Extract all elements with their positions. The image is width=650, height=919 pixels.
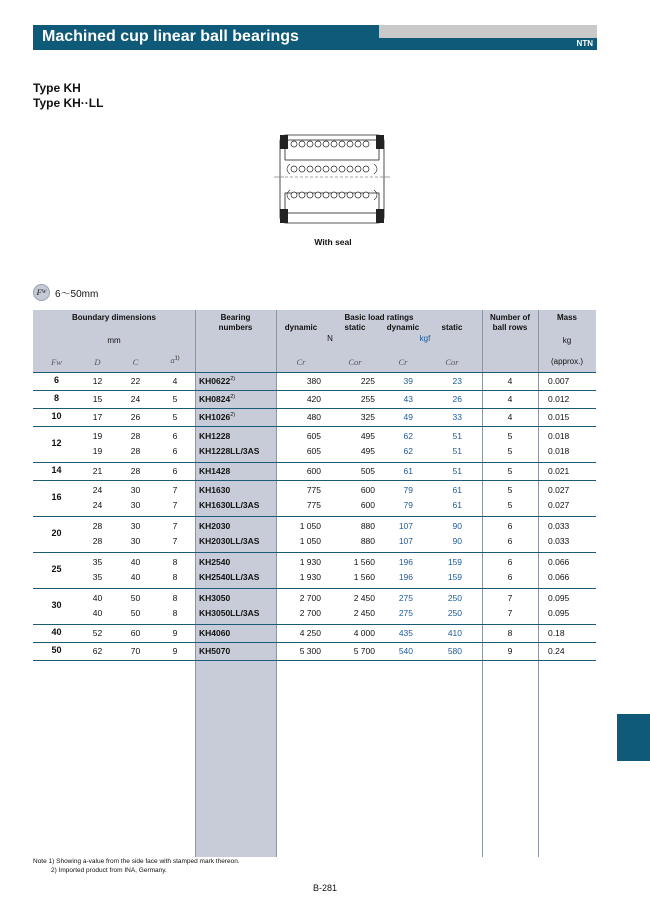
cell-cr_k: 79 xyxy=(403,485,413,495)
header-numbers: numbers xyxy=(218,323,253,332)
cell-C: 70 xyxy=(130,646,141,656)
cell-cor_k: 51 xyxy=(452,431,462,441)
dimension-range xyxy=(33,283,98,301)
cell-cr_n: 775 xyxy=(306,485,321,495)
bore-diameter-fw: 25 xyxy=(51,564,62,574)
table-rule xyxy=(33,426,596,427)
cell-C: 50 xyxy=(130,608,141,618)
cell-cor_n: 1 560 xyxy=(353,572,375,582)
cell-cr_n: 605 xyxy=(306,446,321,456)
header-grey-band xyxy=(379,25,597,38)
cell-D: 40 xyxy=(92,593,103,603)
bearing-number xyxy=(199,536,259,546)
cell-cr_k: 275 xyxy=(398,593,413,603)
cell-D: 62 xyxy=(92,646,103,656)
cell-C: 40 xyxy=(130,557,141,567)
cell-cor_k: 51 xyxy=(452,446,462,456)
cell-cr_k: 61 xyxy=(403,466,413,476)
bearing-number xyxy=(199,608,259,618)
header-ball-rows: ball rows xyxy=(492,323,528,332)
cell-mass: 0.066 xyxy=(548,572,570,582)
cell-a: 6 xyxy=(172,431,178,441)
header-number-of: Number of xyxy=(490,313,530,322)
cell-cor_n: 495 xyxy=(360,446,375,456)
bearing-number xyxy=(199,646,230,656)
table-rule xyxy=(33,390,596,391)
cell-C: 30 xyxy=(130,521,141,531)
bearing-number-text: KH1228LL/3AS xyxy=(199,446,260,456)
cell-balls: 5 xyxy=(507,485,513,495)
cell-cor_k: 51 xyxy=(452,466,462,476)
footnote-marker: 2) xyxy=(230,412,236,419)
bore-diameter-fw: 50 xyxy=(51,645,62,655)
header-static-n: static xyxy=(344,323,366,332)
bore-diameter-fw: 40 xyxy=(51,627,62,637)
header-basic-load-ratings: Basic load ratings xyxy=(344,313,414,322)
cell-cor_k: 250 xyxy=(447,608,462,618)
cell-cor_k: 61 xyxy=(452,485,462,495)
cell-mass: 0.015 xyxy=(548,412,570,422)
symbol-c: C xyxy=(132,357,139,367)
header-unit-n: N xyxy=(327,334,333,343)
table-rule xyxy=(33,552,596,553)
cell-cr_k: 43 xyxy=(403,394,413,404)
section-tab xyxy=(617,714,650,761)
cell-mass: 0.066 xyxy=(548,557,570,567)
cell-mass: 0.027 xyxy=(548,485,570,495)
cell-a: 6 xyxy=(172,446,178,456)
bearing-number-text: KH1630 xyxy=(199,485,231,495)
cell-balls: 4 xyxy=(507,394,513,404)
header-bearing: Bearing xyxy=(220,313,251,322)
brand-band xyxy=(379,38,597,50)
page-title: Machined cup linear ball bearings xyxy=(42,28,299,45)
bearing-number-text: KH2540LL/3AS xyxy=(199,572,260,582)
cell-D: 52 xyxy=(92,628,103,638)
bearing-number-text: KH4060 xyxy=(199,628,231,638)
cell-cor_k: 250 xyxy=(447,593,462,603)
bore-diameter-fw: 14 xyxy=(51,465,62,475)
bearing-number xyxy=(199,628,230,638)
cell-cr_k: 540 xyxy=(398,646,413,656)
footnotes xyxy=(33,857,240,875)
cell-cr_k: 39 xyxy=(403,376,413,386)
cell-cor_n: 505 xyxy=(360,466,375,476)
type-title-kh: Type KH xyxy=(33,81,81,95)
footnote-1: Note 1) Showing a-value from the side face with stamped mark thereon. xyxy=(33,858,240,865)
bearing-number-text: KH5070 xyxy=(199,646,231,656)
footnote-marker: 2) xyxy=(230,376,236,383)
cell-cor_n: 2 450 xyxy=(353,593,375,603)
bearing-number xyxy=(199,557,230,567)
cell-C: 60 xyxy=(130,628,141,638)
cell-mass: 0.033 xyxy=(548,536,570,546)
cell-cor_k: 33 xyxy=(452,412,462,422)
cell-cor_k: 61 xyxy=(452,500,462,510)
cell-C: 30 xyxy=(130,485,141,495)
cell-D: 17 xyxy=(92,412,103,422)
cell-balls: 6 xyxy=(507,521,513,531)
table-rule xyxy=(33,408,596,409)
cell-cor_k: 410 xyxy=(447,628,462,638)
cell-D: 19 xyxy=(92,446,103,456)
cell-cr_n: 1 050 xyxy=(299,521,321,531)
cell-cr_n: 380 xyxy=(306,376,321,386)
cell-balls: 5 xyxy=(507,500,513,510)
table-rule xyxy=(33,480,596,481)
title-bar xyxy=(33,25,379,50)
bore-diameter-fw: 6 xyxy=(53,375,59,385)
fw-symbol-icon: F W xyxy=(33,284,50,301)
header-approx: (approx.) xyxy=(550,357,583,366)
bearing-number xyxy=(199,572,259,582)
cell-cr_k: 196 xyxy=(398,557,413,567)
header-static-kgf: static xyxy=(441,323,463,332)
cell-cor_n: 600 xyxy=(360,500,375,510)
cell-cr_k: 62 xyxy=(403,431,413,441)
cell-cr_k: 107 xyxy=(398,536,413,546)
cell-cr_k: 79 xyxy=(403,500,413,510)
cell-a: 5 xyxy=(172,412,178,422)
cell-cr_k: 196 xyxy=(398,572,413,582)
footnote-2: 2) Imported product from INA, Germany. xyxy=(51,867,167,874)
cell-cr_n: 2 700 xyxy=(299,608,321,618)
table-rule xyxy=(33,624,596,625)
cell-a: 8 xyxy=(172,608,178,618)
header-boundary-dimensions: Boundary dimensions xyxy=(71,313,156,322)
symbol-cr-n: Cr xyxy=(296,357,306,367)
cell-mass: 0.027 xyxy=(548,500,570,510)
bearing-number-text: KH1026 xyxy=(199,412,231,422)
cell-a: 9 xyxy=(172,646,178,656)
cell-C: 28 xyxy=(130,466,141,476)
cell-cor_n: 1 560 xyxy=(353,557,375,567)
cell-a: 9 xyxy=(172,628,178,638)
cell-C: 28 xyxy=(130,431,141,441)
cell-balls: 5 xyxy=(507,431,513,441)
cell-D: 40 xyxy=(92,608,103,618)
symbol-a: $a^{1)}$ xyxy=(170,355,180,365)
cell-cr_n: 4 250 xyxy=(299,628,321,638)
cell-cor_k: 159 xyxy=(447,557,462,567)
cell-cor_k: 26 xyxy=(452,394,462,404)
range-text: 6～50mm xyxy=(55,288,99,300)
cell-mass: 0.012 xyxy=(548,394,570,404)
bearing-number xyxy=(199,593,230,603)
cell-a: 7 xyxy=(172,485,178,495)
cell-cor_n: 880 xyxy=(360,521,375,531)
cell-C: 30 xyxy=(130,536,141,546)
page-number: B-281 xyxy=(312,883,338,893)
cell-a: 7 xyxy=(172,521,178,531)
cell-mass: 0.018 xyxy=(548,446,570,456)
cell-cr_n: 1 930 xyxy=(299,572,321,582)
cell-cr_n: 2 700 xyxy=(299,593,321,603)
cell-a: 6 xyxy=(172,466,178,476)
cell-cr_n: 600 xyxy=(306,466,321,476)
bearing-number-text: KH1630LL/3AS xyxy=(199,500,260,510)
header-dynamic-kgf: dynamic xyxy=(386,323,420,332)
cell-cr_k: 62 xyxy=(403,446,413,456)
column-divider xyxy=(538,310,539,857)
bearing-number-text: KH2540 xyxy=(199,557,231,567)
cell-a: 8 xyxy=(172,557,178,567)
bearing-number xyxy=(199,376,235,386)
header-unit-kgf: kgf xyxy=(419,334,431,343)
cell-cr_n: 775 xyxy=(306,500,321,510)
cell-D: 12 xyxy=(92,376,103,386)
bore-diameter-fw: 30 xyxy=(51,600,62,610)
cell-balls: 9 xyxy=(507,646,513,656)
cell-balls: 6 xyxy=(507,536,513,546)
bearing-number-text: KH1428 xyxy=(199,466,231,476)
bore-diameter-fw: 12 xyxy=(51,438,62,448)
bearing-number-text: KH2030LL/3AS xyxy=(199,536,260,546)
cell-a: 8 xyxy=(172,593,178,603)
table-rule xyxy=(33,516,596,517)
cell-balls: 7 xyxy=(507,608,513,618)
cell-a: 7 xyxy=(172,500,178,510)
table-rule xyxy=(33,588,596,589)
cell-cor_n: 880 xyxy=(360,536,375,546)
cell-cor_n: 2 450 xyxy=(353,608,375,618)
cell-a: 5 xyxy=(172,394,178,404)
cell-cr_n: 420 xyxy=(306,394,321,404)
table-rule xyxy=(33,372,596,373)
bearing-number xyxy=(199,521,230,531)
bore-diameter-fw: 8 xyxy=(53,393,59,403)
cell-mass: 0.095 xyxy=(548,593,570,603)
bore-diameter-fw: 10 xyxy=(51,411,62,421)
cell-C: 50 xyxy=(130,593,141,603)
cell-cr_n: 5 300 xyxy=(299,646,321,656)
cell-cor_k: 580 xyxy=(447,646,462,656)
cell-C: 30 xyxy=(130,500,141,510)
cell-balls: 8 xyxy=(507,628,513,638)
footnote-marker: 2) xyxy=(230,394,236,401)
cell-cr_k: 435 xyxy=(398,628,413,638)
cell-D: 21 xyxy=(92,466,103,476)
symbol-cor-n: Cor xyxy=(348,357,362,367)
bore-diameter-fw: 20 xyxy=(51,528,62,538)
cell-balls: 5 xyxy=(507,466,513,476)
cell-cr_n: 605 xyxy=(306,431,321,441)
cell-balls: 4 xyxy=(507,376,513,386)
cell-mass: 0.095 xyxy=(548,608,570,618)
table-rule xyxy=(33,462,596,463)
cell-C: 26 xyxy=(130,412,141,422)
cell-mass: 0.24 xyxy=(548,646,565,656)
cell-mass: 0.033 xyxy=(548,521,570,531)
cell-C: 22 xyxy=(130,376,141,386)
cell-balls: 6 xyxy=(507,572,513,582)
cell-D: 35 xyxy=(92,557,103,567)
cell-cor_n: 4 000 xyxy=(353,628,375,638)
type-title-kh-ll: Type KH··LL xyxy=(33,96,104,110)
brand-label: NTN xyxy=(576,39,593,48)
figure-caption: With seal xyxy=(314,237,352,247)
column-divider xyxy=(276,310,277,857)
bearing-number xyxy=(199,394,235,404)
cell-cor_n: 225 xyxy=(360,376,375,386)
cell-D: 35 xyxy=(92,572,103,582)
cell-cr_n: 1 050 xyxy=(299,536,321,546)
cell-a: 8 xyxy=(172,572,178,582)
cell-cor_k: 159 xyxy=(447,572,462,582)
symbol-d: D xyxy=(94,357,101,367)
cell-D: 19 xyxy=(92,431,103,441)
cell-cor_n: 495 xyxy=(360,431,375,441)
cell-C: 28 xyxy=(130,446,141,456)
cell-cr_n: 480 xyxy=(306,412,321,422)
cell-cor_k: 90 xyxy=(452,521,462,531)
bearing-number xyxy=(199,431,230,441)
bearing-number-column xyxy=(195,310,276,857)
cell-balls: 5 xyxy=(507,446,513,456)
bearing-number xyxy=(199,485,230,495)
cell-balls: 7 xyxy=(507,593,513,603)
table-rule xyxy=(33,642,596,643)
header-dynamic-n: dynamic xyxy=(284,323,318,332)
bearing-number-text: KH0824 xyxy=(199,394,231,404)
cell-a: 4 xyxy=(172,376,178,386)
header-mass-unit: kg xyxy=(562,336,572,345)
cell-D: 28 xyxy=(92,536,103,546)
symbol-cr-kgf: Cr xyxy=(398,357,408,367)
table-rule xyxy=(33,660,596,661)
cell-mass: 0.18 xyxy=(548,628,565,638)
cell-cr_k: 107 xyxy=(398,521,413,531)
cell-mass: 0.018 xyxy=(548,431,570,441)
cell-cr_k: 275 xyxy=(398,608,413,618)
header-boundary-unit: mm xyxy=(107,336,121,345)
cell-D: 24 xyxy=(92,485,103,495)
symbol-fw: Fw xyxy=(51,357,62,367)
bore-diameter-fw: 16 xyxy=(51,492,62,502)
cell-cr_k: 49 xyxy=(403,412,413,422)
cell-cor_n: 255 xyxy=(360,394,375,404)
bearing-number-text: KH2030 xyxy=(199,521,231,531)
cell-balls: 6 xyxy=(507,557,513,567)
cell-mass: 0.007 xyxy=(548,376,570,386)
cell-cor_k: 23 xyxy=(452,376,462,386)
bearing-number xyxy=(199,446,259,456)
column-divider xyxy=(482,310,483,857)
column-divider xyxy=(195,310,196,857)
cell-mass: 0.021 xyxy=(548,466,570,476)
bearing-number-text: KH3050 xyxy=(199,593,231,603)
bearing-number-text: KH0622 xyxy=(199,376,231,386)
cell-C: 40 xyxy=(130,572,141,582)
cell-D: 28 xyxy=(92,521,103,531)
cell-cr_n: 1 930 xyxy=(299,557,321,567)
cell-balls: 4 xyxy=(507,412,513,422)
cell-a: 7 xyxy=(172,536,178,546)
bearing-number-text: KH3050LL/3AS xyxy=(199,608,260,618)
cell-D: 15 xyxy=(92,394,103,404)
cell-D: 24 xyxy=(92,500,103,510)
cell-C: 24 xyxy=(130,394,141,404)
cell-cor_k: 90 xyxy=(452,536,462,546)
bearing-number xyxy=(199,466,230,476)
cell-cor_n: 600 xyxy=(360,485,375,495)
cell-cor_n: 5 700 xyxy=(353,646,375,656)
header-mass: Mass xyxy=(556,313,577,322)
bearing-number-text: KH1228 xyxy=(199,431,231,441)
bearing-number xyxy=(199,412,235,422)
bearing-drawing xyxy=(272,131,392,229)
cell-cor_n: 325 xyxy=(360,412,375,422)
bearing-number xyxy=(199,500,259,510)
symbol-cor-kgf: Cor xyxy=(445,357,459,367)
